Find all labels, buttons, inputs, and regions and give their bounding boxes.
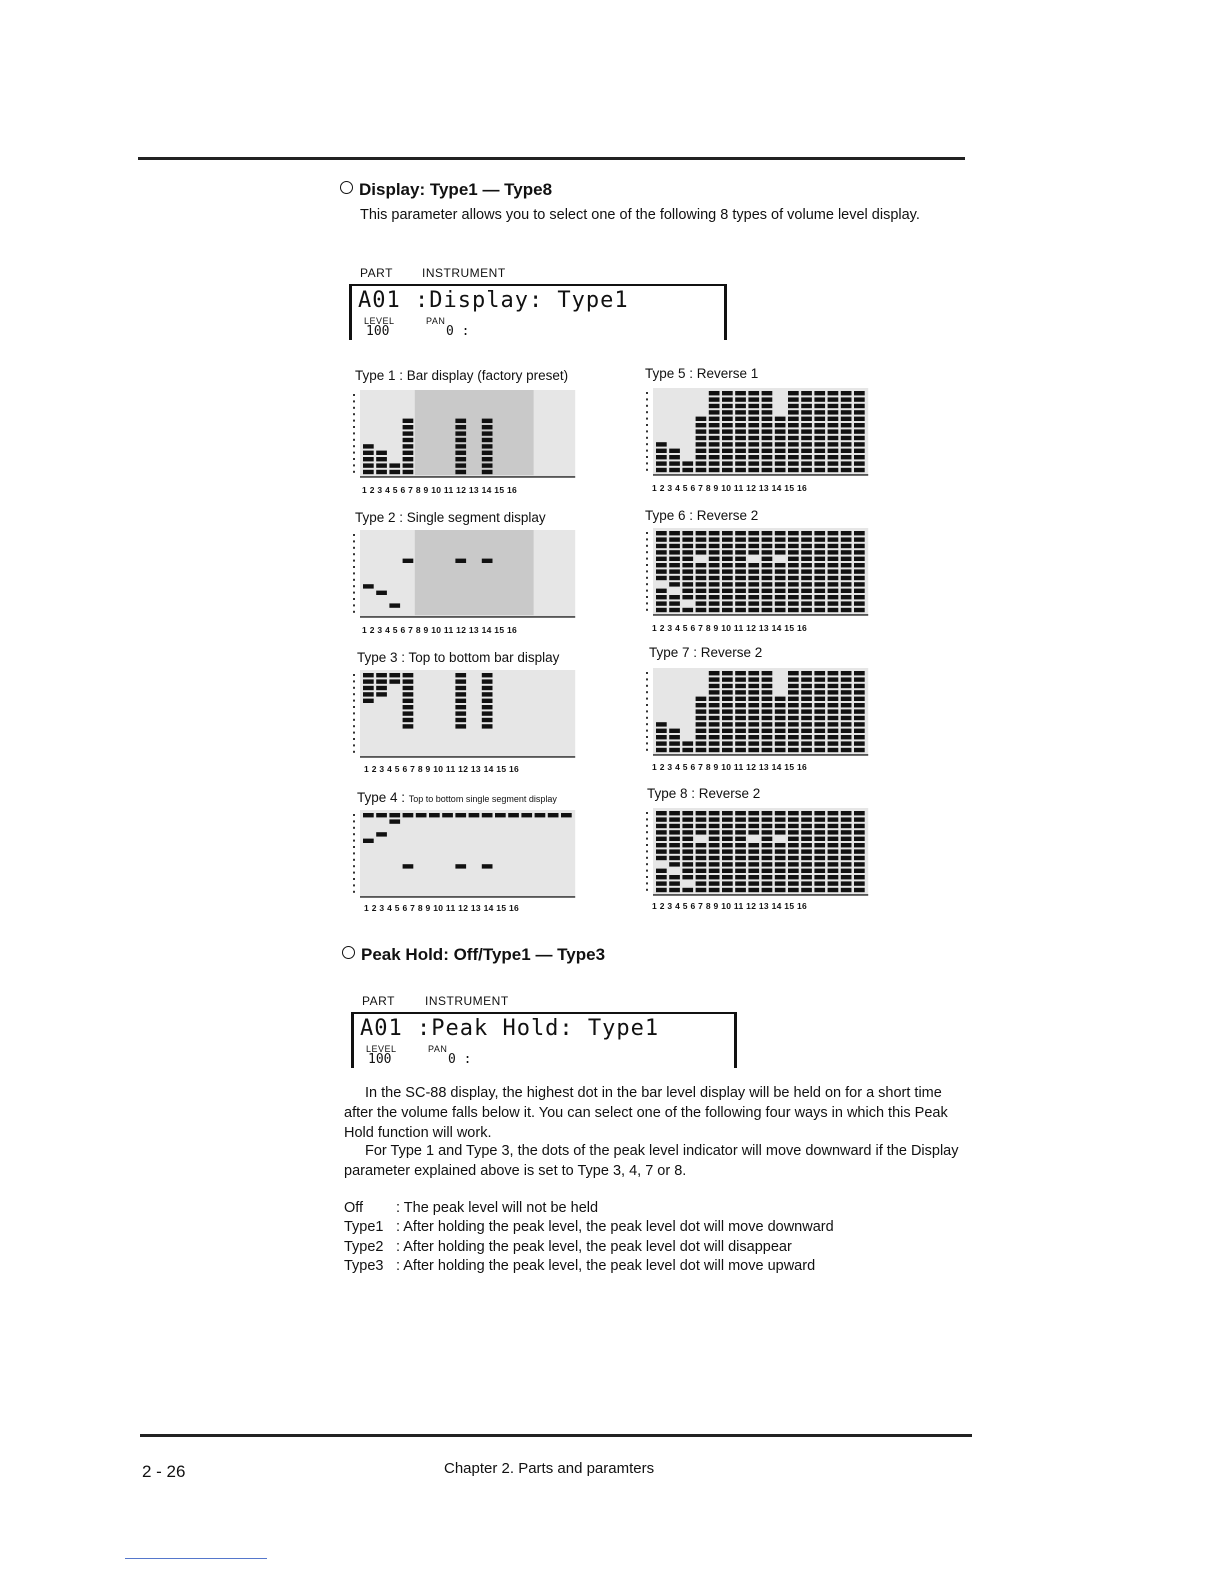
lcd-main-text: A01 :Display: Type1 [358, 288, 629, 313]
meter-type5-svg [645, 388, 881, 480]
peak-hold-heading: Peak Hold: Off/Type1 — Type3 [342, 945, 605, 965]
meter-caption-type7: Type 7 : Reverse 2 [649, 645, 763, 660]
instrument-label-2: INSTRUMENT [425, 994, 509, 1008]
channel-numbers-type2: 1 2 3 4 5 6 7 8 9 10 11 12 13 14 15 16 [362, 625, 518, 635]
channel-numbers-type7: 1 2 3 4 5 6 7 8 9 10 11 12 13 14 15 16 [652, 762, 808, 772]
lcd-pan-label-2: PAN [428, 1044, 448, 1054]
display-heading: Display: Type1 — Type8 [340, 180, 552, 200]
page-number: 2 - 26 [142, 1462, 186, 1481]
meter-type3-svg [352, 670, 588, 762]
meter-type4-svg [352, 810, 588, 902]
meter-type6-svg [645, 528, 881, 620]
lcd-pan-label: PAN [426, 316, 446, 326]
chapter-title: Chapter 2. Parts and paramters [444, 1460, 655, 1477]
channel-numbers-type6: 1 2 3 4 5 6 7 8 9 10 11 12 13 14 15 16 [652, 623, 808, 633]
meter-type1-svg [352, 390, 588, 482]
display-intro-text: This parameter allows you to select one of the following 8 types of volume level display. [360, 207, 920, 223]
instrument-label: INSTRUMENT [422, 266, 506, 280]
lcd-pan-value: 0 : [446, 324, 470, 339]
bottom-rule [140, 1434, 972, 1437]
lcd-level-label: LEVEL [364, 316, 395, 326]
meter-caption-type8: Type 8 : Reverse 2 [647, 786, 761, 801]
channel-numbers-type1: 1 2 3 4 5 6 7 8 9 10 11 12 13 14 15 16 [362, 485, 518, 495]
meter-type4 [352, 810, 588, 902]
meter-type7 [645, 668, 881, 760]
peak-hold-para-2: For Type 1 and Type 3, the dots of the peak level indicator will move downward if the Display parameter explained above is set to Type 3, 4, 7 or 8. [344, 1143, 959, 1179]
part-label: PART [360, 266, 393, 280]
lcd-main-text-2: A01 :Peak Hold: Type1 [360, 1016, 660, 1041]
part-label-2: PART [362, 994, 395, 1008]
meter-type8 [645, 808, 881, 900]
lcd-peak-hold [351, 1012, 737, 1068]
meter-type2-svg [352, 530, 588, 622]
option-type3: Type3 : After holding the peak level, the peak level dot will move upward [344, 1258, 816, 1274]
circle-bullet-icon [342, 946, 355, 959]
channel-numbers-type3: 1 2 3 4 5 6 7 8 9 10 11 12 13 14 15 16 [364, 764, 520, 774]
footer-underline [125, 1558, 267, 1559]
meter-caption-type2: Type 2 : Single segment display [355, 510, 546, 525]
meter-type3 [352, 670, 588, 762]
meter-type6 [645, 528, 881, 620]
meter-caption-type4-main: Type 4 : [357, 790, 409, 805]
meter-caption-type5: Type 5 : Reverse 1 [645, 366, 759, 381]
meter-type7-svg [645, 668, 881, 760]
circle-bullet-icon [340, 181, 353, 194]
lcd-pan-value-2: 0 : [448, 1052, 472, 1067]
option-type2: Type2 : After holding the peak level, the peak level dot will disappear [344, 1239, 792, 1255]
meter-type1 [352, 390, 588, 482]
meter-caption-type4-small: Top to bottom single segment display [408, 794, 557, 804]
channel-numbers-type5: 1 2 3 4 5 6 7 8 9 10 11 12 13 14 15 16 [652, 483, 808, 493]
option-off: Off : The peak level will not be held [344, 1200, 599, 1216]
meter-caption-type6: Type 6 : Reverse 2 [645, 508, 759, 523]
meter-caption-type1: Type 1 : Bar display (factory preset) [355, 368, 569, 383]
peak-hold-para-1: In the SC-88 display, the highest dot in the bar level display will be held on for a short time after the volume falls below it. You can select one of the following four ways in which this Peak Hold function will work. [344, 1085, 948, 1141]
meter-type5 [645, 388, 881, 480]
meter-caption-type3: Type 3 : Top to bottom bar display [357, 650, 560, 665]
lcd-level-label-2: LEVEL [366, 1044, 397, 1054]
channel-numbers-type4: 1 2 3 4 5 6 7 8 9 10 11 12 13 14 15 16 [364, 903, 520, 913]
lcd-level-value: 100 [366, 324, 390, 339]
channel-numbers-type8: 1 2 3 4 5 6 7 8 9 10 11 12 13 14 15 16 [652, 901, 808, 911]
option-type1: Type1 : After holding the peak level, the peak level dot will move downward [344, 1219, 834, 1235]
lcd-level-value-2: 100 [368, 1052, 392, 1067]
top-rule [138, 157, 965, 160]
lcd-display-type [349, 284, 727, 340]
meter-type8-svg [645, 808, 881, 900]
meter-type2 [352, 530, 588, 622]
meter-caption-type4 [357, 790, 557, 805]
